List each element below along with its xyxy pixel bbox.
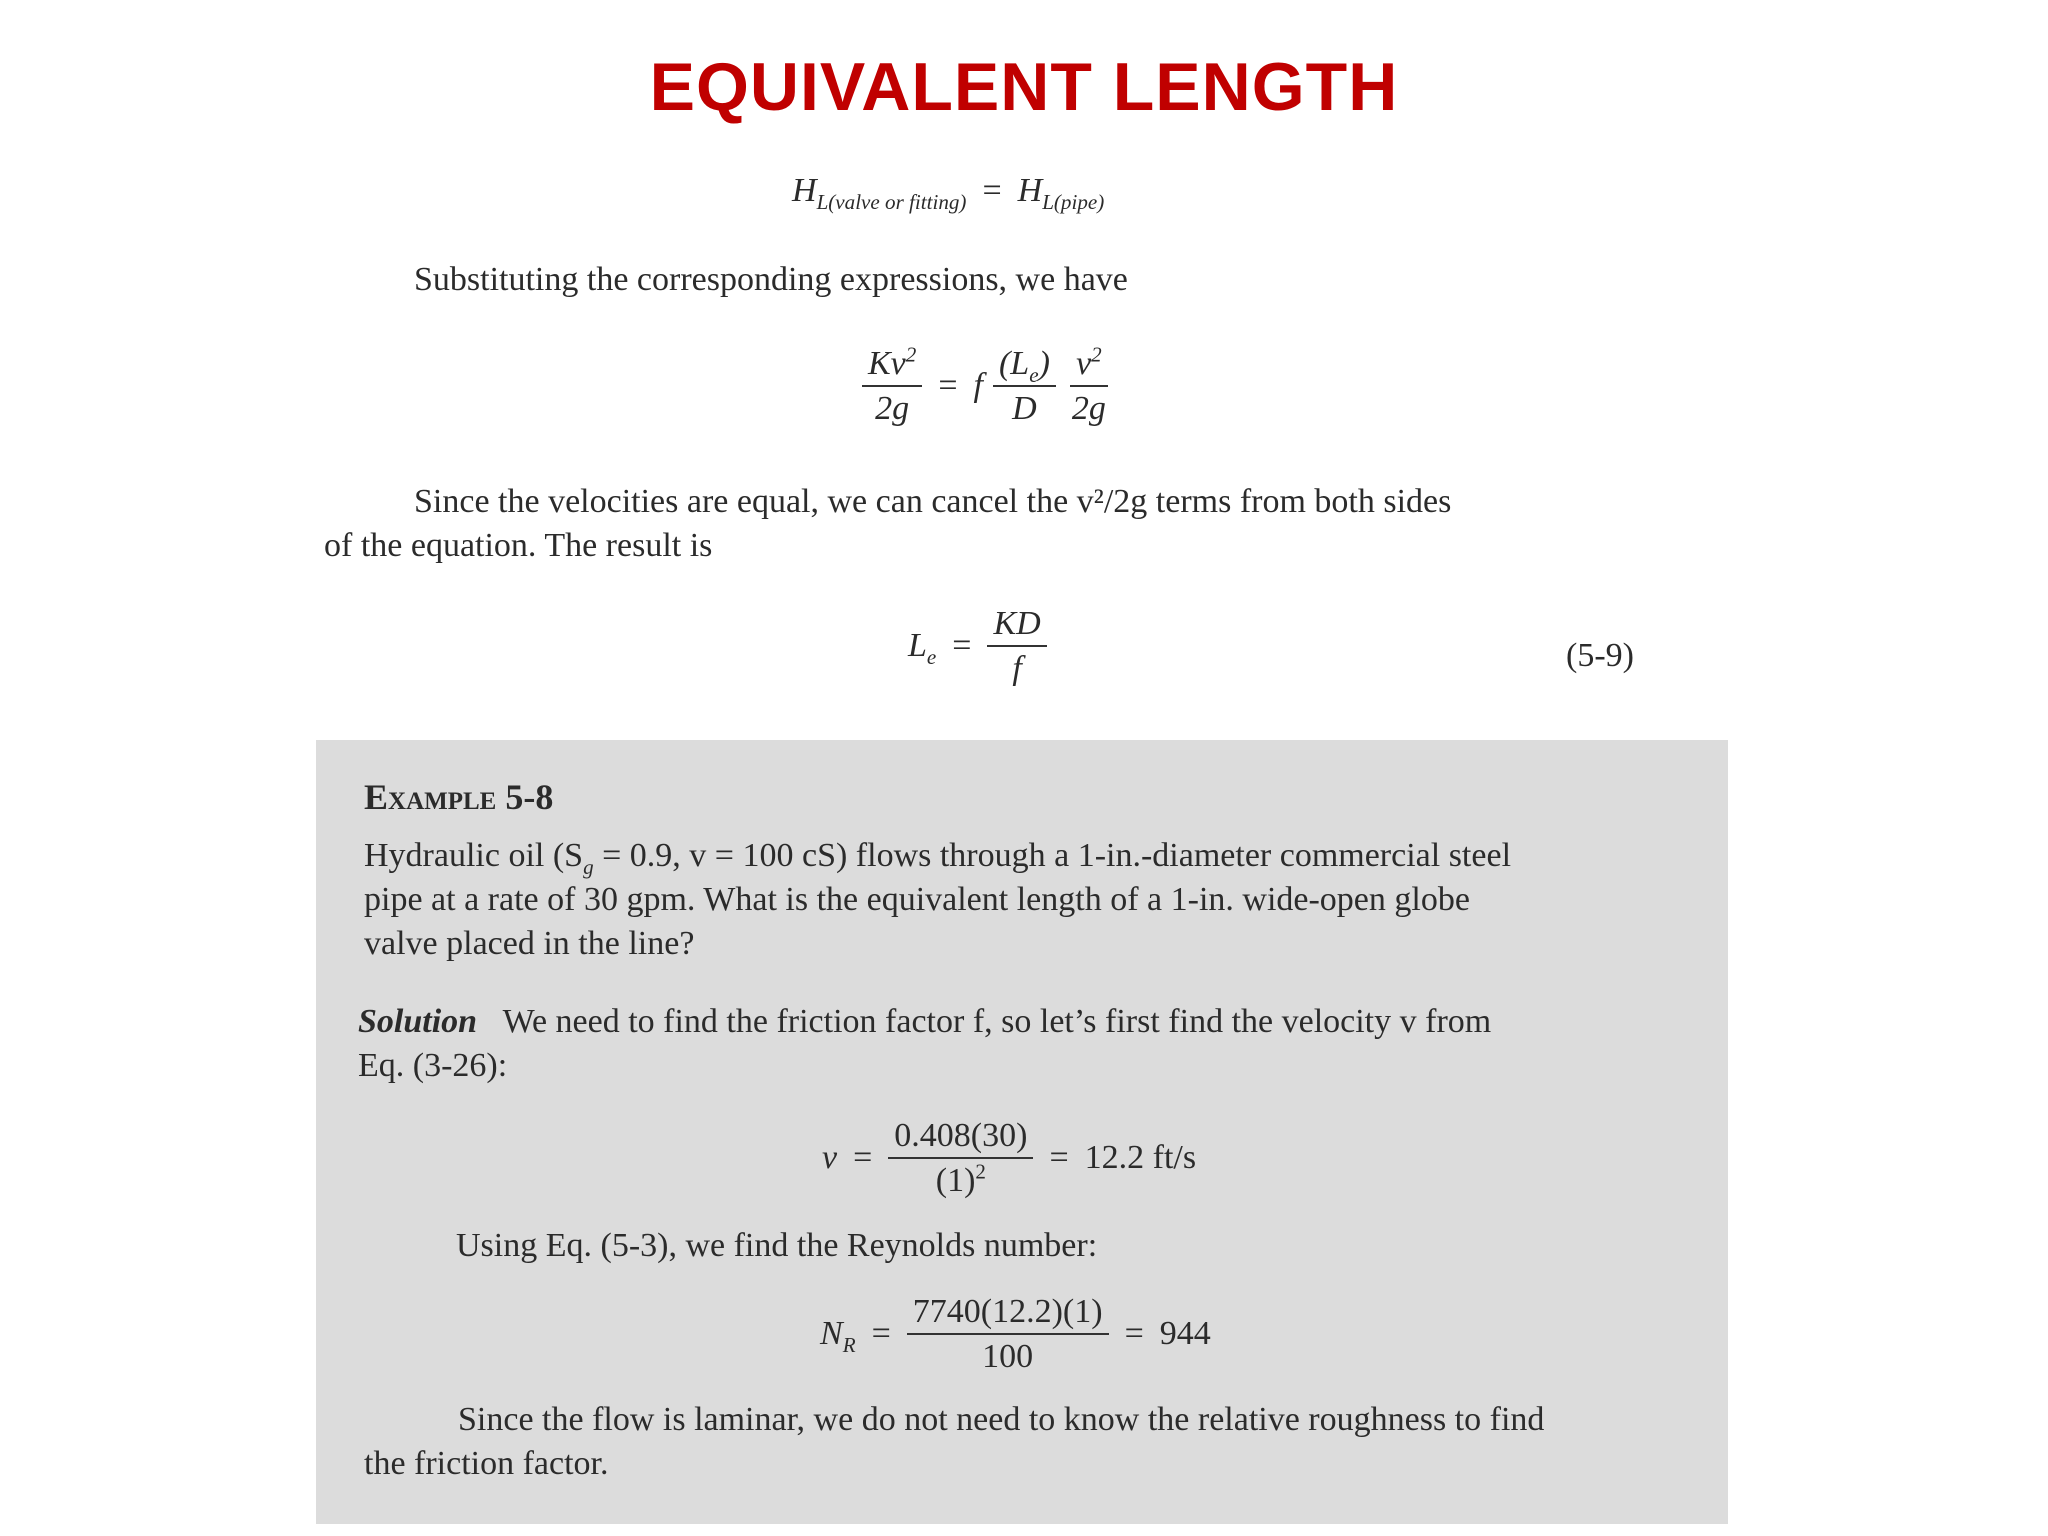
- eqv-equals-2: =: [1049, 1139, 1069, 1177]
- eqnr-equals-2: =: [1124, 1315, 1144, 1353]
- equation-number: (5-9): [1566, 637, 1634, 674]
- equation-head-loss-equality: [792, 172, 1105, 214]
- solution-label: Solution: [358, 1003, 478, 1040]
- eq1-rhs-subscript: L(pipe): [1042, 189, 1105, 214]
- eq2-equals: =: [938, 367, 958, 405]
- solution-line1: Solution We need to find the friction factor f, so let’s first find the velocity v from: [358, 1003, 1492, 1040]
- equation-reynolds: [820, 1292, 1211, 1376]
- example-heading: Example 5-8: [364, 777, 554, 817]
- example-problem-line1: Hydraulic oil ($S_g = 0.9$, v = 100 cS) flows through a 1-in.-diameter commercial steel: [364, 837, 1512, 879]
- equation-velocity: [822, 1116, 1196, 1200]
- eqv-equals: =: [853, 1139, 873, 1177]
- eqnr-fraction: $\frac{7740(12.2)(1)}{100}$: [907, 1292, 1109, 1376]
- eq1-rhs-symbol: H: [1017, 172, 1043, 209]
- page-title: EQUIVALENT LENGTH: [649, 49, 1399, 125]
- eqnr-lhs-subscript: R: [842, 1332, 856, 1357]
- eq2-middle-fraction: $\frac{(L_e)}{D}$: [993, 344, 1056, 428]
- eq2-lhs-fraction: $\frac{Kv^2}{2g}$: [862, 344, 922, 428]
- equation-substitution: [862, 344, 1112, 428]
- paragraph-substituting: Substituting the corresponding expressions, we have: [414, 261, 1128, 298]
- eqnr-lhs-symbol: N: [820, 1315, 843, 1353]
- eqv-lhs: v: [822, 1139, 838, 1177]
- eq3-lhs-subscript: e: [926, 644, 937, 669]
- eqnr-equals: =: [871, 1315, 891, 1353]
- paragraph-velocities-line1: Since the velocities are equal, we can cancel the v²/2g terms from both sides: [414, 483, 1452, 520]
- eq2-friction-factor: f: [973, 367, 983, 405]
- eq1-equals: =: [982, 172, 1002, 209]
- eqv-fraction: $\frac{0.408(30)}{(1)^2}$: [888, 1116, 1033, 1200]
- eqnr-result: 944: [1159, 1315, 1211, 1353]
- example-problem-line2: pipe at a rate of 30 gpm. What is the equivalent length of a 1-in. wide-open globe: [364, 881, 1470, 918]
- final-line1: Since the flow is laminar, we do not need to know the relative roughness to find: [458, 1401, 1545, 1438]
- eqv-result: 12.2 ft/s: [1084, 1139, 1197, 1177]
- final-line2: the friction factor.: [364, 1445, 609, 1482]
- equation-5-9: [908, 604, 1047, 688]
- eq3-fraction: $\frac{KD}{f}$: [987, 604, 1046, 688]
- reynolds-line: Using Eq. (5-3), we find the Reynolds number:: [456, 1227, 1098, 1264]
- example-problem-line3: valve placed in the line?: [364, 925, 695, 962]
- solution-line2: Eq. (3-26):: [358, 1047, 508, 1084]
- eq1-lhs-symbol: H: [792, 172, 817, 209]
- eq2-rhs-fraction: $\frac{v^2}{2g}$: [1071, 342, 1106, 428]
- eq3-equals: =: [952, 627, 972, 665]
- eq1-lhs-subscript: L(valve or fitting): [816, 189, 967, 214]
- eq3-lhs-symbol: L: [908, 627, 927, 665]
- paragraph-velocities-line2: of the equation. The result is: [324, 527, 713, 564]
